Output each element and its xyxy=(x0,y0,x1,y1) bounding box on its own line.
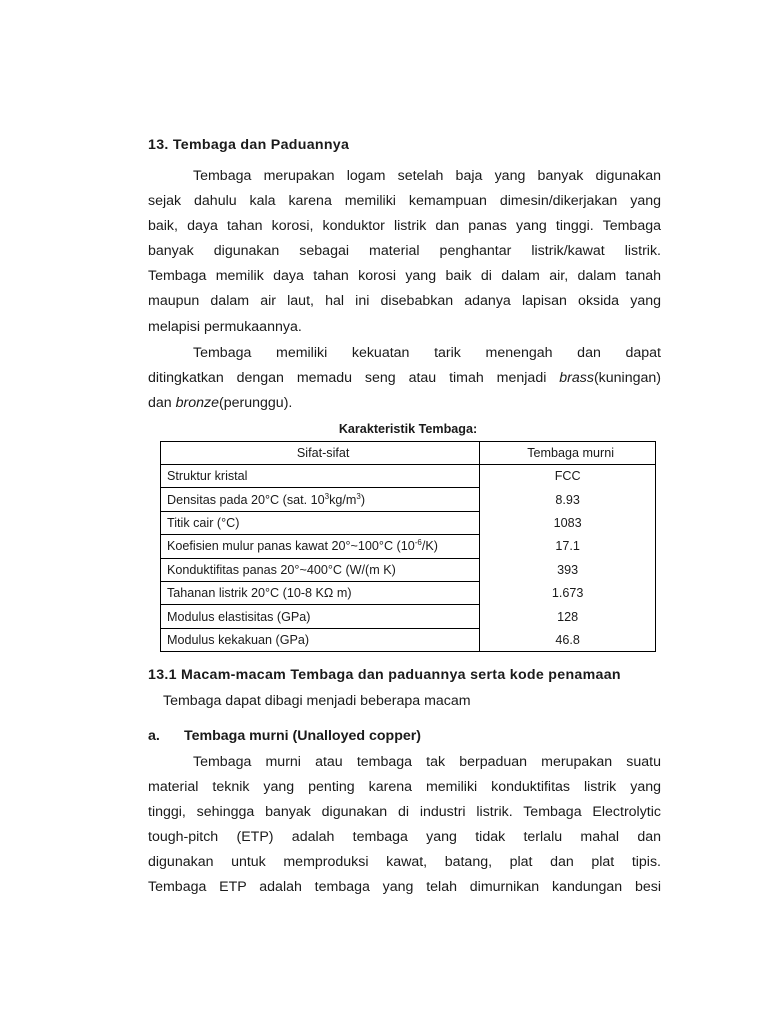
item-letter: a. xyxy=(148,728,160,744)
paragraph-intro xyxy=(148,164,661,340)
property-cell: Modulus kekakuan (GPa) xyxy=(161,628,480,651)
paragraph-line: banyak digunakan sebagai material penghantar listrik/kawat listrik. xyxy=(148,243,661,260)
table-caption: Karakteristik Tembaga: xyxy=(338,422,478,436)
value-cell: 17.1 xyxy=(480,535,656,558)
property-cell: Koefisien mulur panas kawat 20°~100°C $(10^{-6}/K)$ xyxy=(161,535,480,558)
paragraph-line: maupun dalam air laut, hal ini disebabkan adanya lapisan oksida yang xyxy=(148,293,661,310)
table-row xyxy=(161,605,656,628)
paragraph-line: Tembaga merupakan logam setelah baja yang banyak digunakan xyxy=(193,168,661,184)
value-cell: 8.93 xyxy=(480,488,656,511)
table-row xyxy=(161,628,656,651)
paragraph-pure-copper xyxy=(148,750,661,901)
paragraph-line: Tembaga ETP adalah tembaga yang telah dimurnikan kandungan besi xyxy=(148,879,661,896)
paragraph-alloying xyxy=(148,341,661,416)
column-header-value: Tembaga murni xyxy=(480,442,656,465)
property-cell: Modulus elastisitas (GPa) xyxy=(161,605,480,628)
paragraph-line: sejak dahulu kala karena memiliki kemampuan dimesin/dikerjakan yang xyxy=(148,193,661,210)
paragraph-line: tinggi, sehingga banyak digunakan di industri listrik. Tembaga Electrolytic xyxy=(148,804,661,821)
paragraph-line: Tembaga memilik daya tahan korosi yang baik di dalam air, dalam tanah xyxy=(148,268,661,285)
property-cell: Tahanan listrik 20°C (10-8 KΩ m) xyxy=(161,581,480,604)
paragraph-line: ditingkatkan dengan memadu seng atau timah menjadi brass(kuningan) xyxy=(148,370,661,387)
value-cell: 46.8 xyxy=(480,628,656,651)
subsection-heading: 13.1 Macam-macam Tembaga dan paduannya serta kode penamaan xyxy=(148,667,621,683)
value-cell: 128 xyxy=(480,605,656,628)
table-row xyxy=(161,511,656,534)
value-cell: 1.673 xyxy=(480,581,656,604)
paragraph-line: Tembaga murni atau tembaga tak berpaduan merupakan suatu xyxy=(193,754,661,770)
section-heading: 13. Tembaga dan Paduannya xyxy=(148,137,350,153)
column-header-property: Sifat-sifat xyxy=(161,442,480,465)
table-row xyxy=(161,488,656,511)
value-cell: FCC xyxy=(480,465,656,488)
property-cell: Densitas pada 20°C (sat. $10^3kg/m^3$) xyxy=(161,488,480,511)
paragraph-line: melapisi permukaannya. xyxy=(148,318,302,335)
item-heading xyxy=(148,728,421,744)
item-title: Tembaga murni (Unalloyed copper) xyxy=(184,728,422,744)
property-cell: Konduktifitas panas 20°~400°C (W/(m K) xyxy=(161,558,480,581)
value-cell: 1083 xyxy=(480,511,656,534)
table-row xyxy=(161,581,656,604)
paragraph-line: dan bronze(perunggu). xyxy=(148,395,293,412)
subsection-intro: Tembaga dapat dibagi menjadi beberapa macam xyxy=(163,693,471,709)
property-cell: Titik cair (°C) xyxy=(161,511,480,534)
table-header-row xyxy=(161,442,656,465)
copper-properties-table xyxy=(160,441,656,652)
paragraph-line: material teknik yang penting karena memiliki konduktifitas listrik yang xyxy=(148,779,661,796)
table-row xyxy=(161,535,656,558)
property-cell: Struktur kristal xyxy=(161,465,480,488)
paragraph-line: digunakan untuk memproduksi kawat, batang, plat dan plat tipis. xyxy=(148,854,661,871)
paragraph-line: baik, daya tahan korosi, konduktor listrik dan panas yang tinggi. Tembaga xyxy=(148,218,661,235)
paragraph-line: tough-pitch (ETP) adalah tembaga yang tidak terlalu mahal dan xyxy=(148,829,661,846)
paragraph-line: Tembaga memiliki kekuatan tarik menengah dan dapat xyxy=(193,345,661,361)
table-row xyxy=(161,465,656,488)
value-cell: 393 xyxy=(480,558,656,581)
table-row xyxy=(161,558,656,581)
